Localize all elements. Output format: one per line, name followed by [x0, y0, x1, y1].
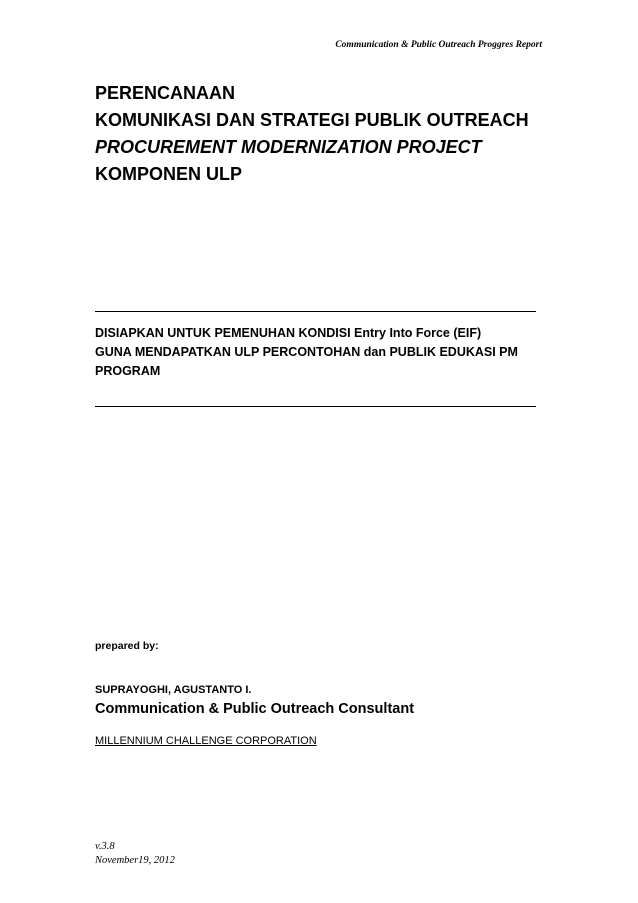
running-header: Communication & Public Outreach Proggres Report	[335, 40, 542, 50]
date-label: November19, 2012	[95, 855, 175, 866]
title-line-4: KOMPONEN ULP	[95, 164, 243, 184]
version-label: v.3.8	[95, 841, 115, 852]
title-line-2: KOMUNIKASI DAN STRATEGI PUBLIK OUTREACH	[95, 110, 529, 130]
divider-top	[95, 311, 536, 312]
prepared-by-label: prepared by:	[95, 640, 159, 652]
divider-bottom	[95, 406, 536, 407]
document-footer	[95, 840, 175, 868]
purpose-statement	[95, 324, 545, 381]
title-line-3: PROCUREMENT MODERNIZATION PROJECT	[95, 137, 482, 157]
author-name: SUPRAYOGHI, AGUSTANTO I.	[95, 684, 252, 696]
author-role: Communication & Public Outreach Consultant	[95, 701, 415, 717]
document-title	[95, 80, 555, 188]
organization-name: MILLENNIUM CHALLENGE CORPORATION	[95, 735, 317, 747]
title-line-1: PERENCANAAN	[95, 83, 236, 103]
purpose-line-3: PROGRAM	[95, 364, 161, 378]
purpose-line-2: GUNA MENDAPATKAN ULP PERCONTOHAN dan PUBLIK EDUKASI PM	[95, 345, 518, 359]
purpose-line-1: DISIAPKAN UNTUK PEMENUHAN KONDISI Entry Into Force (EIF)	[95, 326, 482, 340]
